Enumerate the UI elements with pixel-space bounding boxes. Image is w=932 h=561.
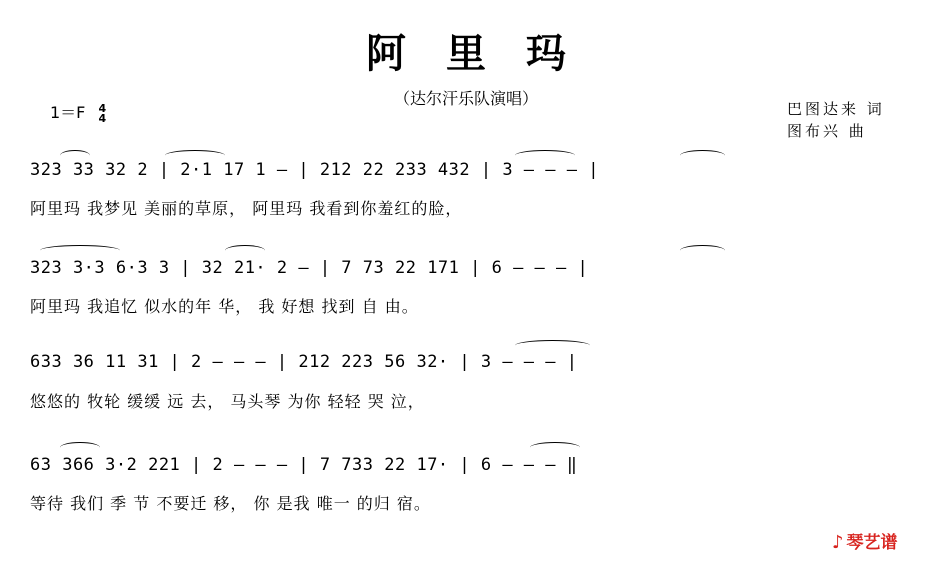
lyricist-credit: 巴图达来 词 xyxy=(787,100,885,118)
lyric-line-4: 等待 我们 季 节 不要迁 移， 你 是我 唯一 的归 宿。 xyxy=(30,494,431,513)
notation-line-4: 63 366 3·2 221 | 2 – – – | 7 733 22 17· | 6 – – – ‖ xyxy=(30,455,578,475)
notation-line-1: 323 33 32 2 | 2·1 17 1 – | 212 22 233 432 | 3 – – – | xyxy=(30,160,599,180)
lyric-line-2: 阿里玛 我追忆 似水的年 华， 我 好想 找到 自 由。 xyxy=(30,297,419,316)
performer-subtitle: （达尔汗乐队演唱） xyxy=(393,89,538,108)
lyric-line-3: 悠悠的 牧轮 缓缓 远 去， 马头琴 为你 轻轻 哭 泣， xyxy=(30,392,425,411)
composer-credit: 图布兴 曲 xyxy=(787,122,867,140)
tie-slur xyxy=(225,245,265,256)
notation-line-3: 633 36 11 31 | 2 – – – | 212 223 56 32· | 3 – – – | xyxy=(30,352,578,372)
tie-slur xyxy=(40,245,120,256)
tie-slur xyxy=(60,442,100,453)
key-signature xyxy=(50,100,106,124)
tie-slur xyxy=(515,340,590,351)
notation-line-2: 323 3·3 6·3 3 | 32 21· 2 – | 7 73 22 171 | 6 – – – | xyxy=(30,258,589,278)
watermark-logo xyxy=(832,528,898,553)
time-signature-top: 4 xyxy=(98,101,107,115)
time-signature-bottom: 4 xyxy=(98,111,107,125)
tie-slur xyxy=(680,245,725,256)
tie-slur xyxy=(530,442,580,453)
key-label: 1＝F xyxy=(50,103,86,122)
time-signature xyxy=(98,101,107,125)
music-note-icon: ♪ xyxy=(832,532,844,553)
song-title: 阿里玛 xyxy=(366,30,606,77)
watermark-text: 琴艺谱 xyxy=(846,533,898,553)
lyric-line-1: 阿里玛 我梦见 美丽的草原， 阿里玛 我看到你羞红的脸， xyxy=(30,199,463,218)
